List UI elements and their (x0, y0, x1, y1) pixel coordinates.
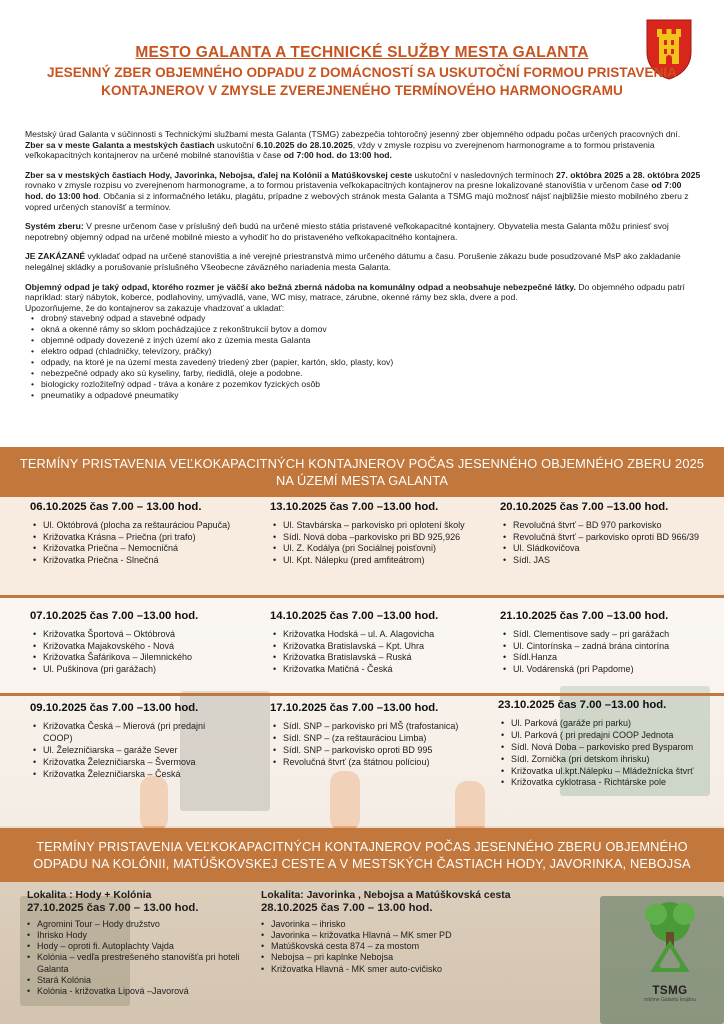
locality-date: 27.10.2025 čas 7.00 – 13.00 hod. (27, 901, 199, 914)
list-item: • Revolučná štvrť – parkovisko oproti BD 966/39 (500, 532, 705, 543)
list-item: • Križovatka Matičná - Česká (270, 664, 485, 675)
list-item: • Stará Kolónia (27, 975, 252, 986)
forbidden-list (25, 313, 701, 400)
list-item: • Križovatka Bratislavská – Ruská (270, 652, 485, 663)
banner-line: ODPADU NA KOLÓNII, MATÚŠKOVSKEJ CESTE A V MESTSKÝCH ČASTIACH HODY, JAVORINKA, NEBOJSA (33, 856, 691, 871)
list-item: • Ul. Vodárenská (pri Papdome) (500, 664, 705, 675)
list-item: • Sídl.Hanza (500, 652, 705, 663)
list-item: • Sídl. Clementisove sady – pri garážach (500, 629, 705, 640)
recycling-tree-icon (632, 896, 708, 978)
list-item: • Križovatka Šafárikova – Jilemnického (30, 652, 235, 663)
list-item: • Ul. Cintorínska – zadná brána cintorína (500, 641, 705, 652)
schedule-block (270, 703, 485, 769)
list-item: • Križovatka Bratislavská – Kpt. Uhra (270, 641, 485, 652)
list-item: • Križovatka Hodská – ul. A. Alagovicha (270, 629, 485, 640)
intro-paragraph-3: Zber sa v mestských častiach Hody, Javorinka, Nebojsa, ďalej na Kolónii a Matúškovskej ceste uskutoční v nasledovných termínoch 27. októbra 2025 a 28. októbra 2025 rovnako v zmysle rozpisu vo zverejnenom harmonograme, a to formou pristavenia veľkokapacitných kontajnerov na presne lokalizované stanovištia v určenom čase od 7:00 hod. do 13:00 hod. Občania si z informačného letáku, plagátu, prípadne z webových stránok mesta Galanta a TSMG majú možnosť nájsť najbližšie miesto mobilného zberu z vopred určených stanovíšť a termínov. (25, 169, 701, 212)
list-item: • objemné odpady dovezené z iných území ako z územia mesta Galanta (31, 335, 701, 346)
list-item: • Sídl. SNP – parkovisko pri MŠ (trafostanica) (270, 721, 485, 733)
list-item: • Nebojsa – pri kaplnke Nebojsa (261, 952, 561, 963)
list-item: • Ul. Stavbárska – parkovisko pri oplotení školy (270, 520, 485, 531)
schedule-date: 07.10.2025 čas 7.00 –13.00 hod. (30, 610, 199, 622)
schedule-block (270, 611, 485, 675)
schedule-block (270, 502, 485, 566)
list-item: • Križovatka Hlavná - MK smer auto-cvičisko (261, 964, 561, 975)
locality-date: 28.10.2025 čas 7.00 – 13.00 hod. (261, 901, 433, 914)
header (40, 44, 684, 100)
locality-block (27, 890, 252, 997)
list-item: • Križovatka Majakovského - Nová (30, 641, 235, 652)
list-item: • Ul. Októbrová (plocha za reštauráciou Papuča) (30, 520, 235, 531)
banner-line: TERMÍNY PRISTAVENIA VEĽKOKAPACITNÝCH KONTAJNEROV POČAS JESENNÉHO OBJEMNÉHO ZBERU 2025 (19, 456, 705, 471)
list-item: • Križovatka Športová – Októbrová (30, 629, 235, 640)
list-item: • Revolučná štvrť (za štátnou políciou) (270, 757, 485, 769)
poster-title: MESTO GALANTA A TECHNICKÉ SLUŽBY MESTA GALANTA (135, 44, 589, 61)
intro-text (25, 129, 701, 401)
schedule-block (500, 502, 705, 566)
schedule-block (30, 703, 235, 780)
list-item: • Križovatka Krásna – Priečna (pri trafo) (30, 532, 235, 543)
list-item: • Javorinka – križovatka Hlavná – MK smer PD (261, 930, 561, 941)
prohibition-paragraph: JE ZAKÁZANÉ vykladať odpad na určené stanovištia a iné verejné priestranstvá mimo určeného dátumu a času. Porušenie zákazu bude posudzované MsP ako zakladanie nelegálnej skládky a porušovanie príslušného Všeobecne záväzného nariadenia mesta Galanta. (25, 251, 681, 272)
schedule-block (498, 700, 708, 789)
banner-line: TERMÍNY PRISTAVENIA VEĽKOKAPACITNÝCH KONTAJNEROV POČAS JESENNÉHO ZBERU OBJEMNÉHO (36, 839, 688, 854)
list-item: • Ul. Sládkovičova (500, 543, 705, 554)
list-item: • Sídl. SNP – parkovisko oproti BD 995 (270, 745, 485, 757)
list-item: • Križovatka Priečna – Nemocničná (30, 543, 235, 554)
list-item: • odpady, na ktoré je na území mesta zavedený triedený zber (papier, kartón, sklo, plasty, kov) (31, 357, 701, 368)
intro-paragraph-1: Mestský úrad Galanta v súčinnosti s Technickými službami mesta Galanta (TSMG) zabezpečia tohtoročný jesenný zber objemného odpadu počas určených pracovných dní. (25, 129, 681, 139)
list-item: • Kolónia – vedľa prestrešeného stanovišťa pri hoteli Galanta (27, 952, 252, 974)
list-item: • Hody – oproti fi. Autoplachty Vajda (27, 941, 252, 952)
bulky-waste-definition: Objemný odpad je taký odpad, ktorého rozmer je väčší ako bežná zberná nádoba na komunálny odpad a neobsahuje nebezpečné látky. Do objemného odpadu patrí napríklad: starý nábytok, koberce, podlahoviny, umývadlá, vane, WC misy, matrace, zárubne, okenné rámy bez skla, dvere a pod. (25, 281, 685, 303)
list-item: • Matúškovská cesta 874 – za mostom (261, 941, 561, 952)
poster-subtitle: JESENNÝ ZBER OBJEMNÉHO ODPADU Z DOMÁCNOSTÍ SA USKUTOČNÍ FORMOU PRISTAVENIA KONTAJNEROV V ZMYSLE ZVEREJNENÉHO TERMÍNOVÉHO HARMONOGRAMU (47, 65, 677, 98)
list-item: • Ul. Kpt. Nálepku (pred amfiteátrom) (270, 555, 485, 566)
list-item: • Ul. Železničiarska – garáže Sever (30, 745, 235, 757)
intro-paragraph-2: Zber sa v meste Galanta a mestských častiach uskutoční 6.10.2025 do 28.10.2025, vždy v zmysle rozpisu vo zverejnenom harmonograme a to formou pristavenia veľkokapacitných kontajnerov na určené mobilné stanovištia v čase od 7:00 hod. do 13:00 hod. (25, 139, 655, 161)
locality-name: Lokalita: Javorinka , Nebojsa a Matúškovská cesta (261, 890, 511, 901)
schedule-date: 17.10.2025 čas 7.00 –13.00 hod. (270, 702, 439, 714)
list-item: • Ihrisko Hody (27, 930, 252, 941)
schedule-row (0, 598, 724, 693)
list-item: • Ul. Parková ( pri predajni COOP Jednota (498, 730, 708, 742)
list-item: • Sídl. Nová doba –parkovisko pri BD 925,926 (270, 532, 485, 543)
schedule-date: 21.10.2025 čas 7.00 –13.00 hod. (500, 610, 669, 622)
schedule-date: 13.10.2025 čas 7.00 –13.00 hod. (270, 501, 439, 513)
list-item: • Revolučná štvrť – BD 970 parkovisko (500, 520, 705, 531)
list-item: • Sídl. SNP – (za reštauráciou Limba) (270, 733, 485, 745)
schedule-banner-districts (0, 828, 724, 882)
list-item: • Ul. Parková (garáže pri parku) (498, 718, 708, 730)
forbidden-intro: Upozorňujeme, že do kontajnerov sa zakazuje vhadzovať a ukladať: (25, 302, 285, 313)
schedule-date: 09.10.2025 čas 7.00 –13.00 hod. (30, 702, 199, 714)
list-item: • Agromini Tour – Hody družstvo (27, 919, 252, 930)
schedule-date: 06.10.2025 čas 7.00 – 13.00 hod. (30, 501, 202, 513)
list-item: • Križovatka Priečna - Slnečná (30, 555, 235, 566)
list-item: • Križovatka Železničiarska – Švermova (30, 757, 235, 769)
schedule-date: 20.10.2025 čas 7.00 –13.00 hod. (500, 501, 669, 513)
list-item: • Ul. Z. Kodálya (pri Sociálnej poisťovni) (270, 543, 485, 554)
schedule-block (30, 502, 235, 566)
list-item: • pneumatiky a odpadové pneumatiky (31, 390, 701, 401)
list-item: • Križovatka cyklotrasa - Richtárske pole (498, 777, 708, 789)
logo-tagline: robíme Galantu krajšou (644, 997, 696, 1003)
list-item: • Križovatka Železničiarska – Česká (30, 769, 235, 781)
logo-name: TSMG (652, 985, 688, 997)
list-item: • Križovatka Česká – Mierová (pri predajni COOP) (30, 721, 235, 745)
list-item: • okná a okenné rámy so sklom pochádzajúce z rekonštrukcií bytov a domov (31, 324, 701, 335)
collection-system-paragraph: Systém zberu: V presne určenom čase v príslušný deň budú na určené miesto státia pristavené veľkokapacitné kontajnery. Obyvatelia mesta Galanta môžu priniesť svoj nepotrebný objemný odpad na určené mobilné miesto a vyhodiť ho do pristaveného veľkokapacitného kontajnera. (25, 221, 669, 242)
tsmg-logo (628, 896, 712, 1014)
schedule-block (30, 611, 235, 675)
schedule-date: 23.10.2025 čas 7.00 –13.00 hod. (498, 699, 667, 711)
locality-name: Lokalita : Hody + Kolónia (27, 890, 152, 901)
locality-block (261, 890, 561, 975)
schedule-date: 14.10.2025 čas 7.00 –13.00 hod. (270, 610, 439, 622)
list-item: • Sídl. JAS (500, 555, 705, 566)
schedule-row (0, 497, 724, 595)
list-item: • drobný stavebný odpad a stavebné odpady (31, 313, 701, 324)
banner-line: NA ÚZEMÍ MESTA GALANTA (275, 473, 449, 488)
list-item: • elektro odpad (chladničky, televízory, práčky) (31, 346, 701, 357)
list-item: • nebezpečné odpady ako sú kyseliny, farby, riedidlá, oleje a podobne. (31, 368, 701, 379)
list-item: • Kolónia - križovatka Lipová –Javorová (27, 986, 252, 997)
list-item: • biologicky rozložiteľný odpad - tráva a konáre z pozemkov fyzických osôb (31, 379, 701, 390)
list-item: • Ul. Puškinova (pri garážach) (30, 664, 235, 675)
list-item: • Sídl. Zornička (pri detskom ihrisku) (498, 754, 708, 766)
list-item: • Sídl. Nová Doba – parkovisko pred Bysparom (498, 742, 708, 754)
schedule-block (500, 611, 705, 675)
list-item: • Javorinka – ihrisko (261, 919, 561, 930)
list-item: • Križovatka ul.kpt.Nálepku – Mládežnícka štvrť (498, 766, 708, 778)
schedule-banner-city (0, 447, 724, 497)
schedule-row (0, 696, 724, 826)
